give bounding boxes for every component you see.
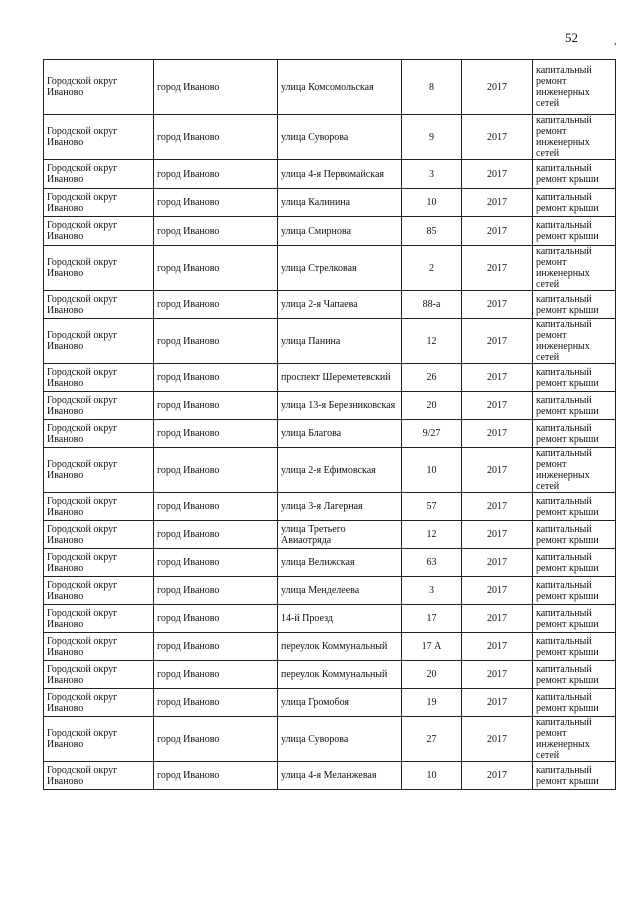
house-number-cell: 17 А — [402, 633, 462, 661]
street-cell: улица Стрелковая — [278, 246, 402, 291]
table-row — [44, 291, 616, 319]
house-number-cell: 20 — [402, 392, 462, 420]
city-cell: город Иваново — [154, 189, 278, 217]
page-number: 52 — [565, 30, 578, 45]
district-cell: Городской округ Иваново — [44, 420, 154, 448]
district-cell: Городской округ Иваново — [44, 661, 154, 689]
district-cell: Городской округ Иваново — [44, 633, 154, 661]
table-row — [44, 661, 616, 689]
city-cell: город Иваново — [154, 717, 278, 762]
street-cell: переулок Коммунальный — [278, 633, 402, 661]
city-cell: город Иваново — [154, 291, 278, 319]
house-number-cell: 57 — [402, 493, 462, 521]
table-row — [44, 549, 616, 577]
year-cell: 2017 — [462, 115, 533, 160]
street-cell: улица 3-я Лагерная — [278, 493, 402, 521]
district-cell: Городской округ Иваново — [44, 493, 154, 521]
district-cell: Городской округ Иваново — [44, 605, 154, 633]
work-type-cell: капитальный ремонт крыши — [533, 633, 616, 661]
district-cell: Городской округ Иваново — [44, 160, 154, 189]
house-number-cell: 8 — [402, 60, 462, 115]
district-cell: Городской округ Иваново — [44, 717, 154, 762]
street-cell: улица 2-я Ефимовская — [278, 448, 402, 493]
district-cell: Городской округ Иваново — [44, 189, 154, 217]
work-type-cell: капитальный ремонт крыши — [533, 762, 616, 790]
street-cell: проспект Шереметевский — [278, 364, 402, 392]
district-cell: Городской округ Иваново — [44, 577, 154, 605]
table-row — [44, 521, 616, 549]
city-cell: город Иваново — [154, 521, 278, 549]
year-cell: 2017 — [462, 291, 533, 319]
work-type-cell: капитальный ремонт инженерных сетей — [533, 448, 616, 493]
street-cell: улица 2-я Чапаева — [278, 291, 402, 319]
table-row — [44, 633, 616, 661]
work-type-cell: капитальный ремонт инженерных сетей — [533, 319, 616, 364]
year-cell: 2017 — [462, 577, 533, 605]
house-number-cell: 17 — [402, 605, 462, 633]
district-cell: Городской округ Иваново — [44, 246, 154, 291]
house-number-cell: 2 — [402, 246, 462, 291]
table-row — [44, 189, 616, 217]
table-body — [44, 60, 616, 790]
work-type-cell: капитальный ремонт крыши — [533, 577, 616, 605]
year-cell: 2017 — [462, 521, 533, 549]
house-number-cell: 10 — [402, 448, 462, 493]
city-cell: город Иваново — [154, 689, 278, 717]
work-type-cell: капитальный ремонт крыши — [533, 549, 616, 577]
table-row — [44, 717, 616, 762]
house-number-cell: 20 — [402, 661, 462, 689]
district-cell: Городской округ Иваново — [44, 762, 154, 790]
year-cell: 2017 — [462, 549, 533, 577]
table-row — [44, 60, 616, 115]
work-type-cell: капитальный ремонт крыши — [533, 189, 616, 217]
table-row — [44, 420, 616, 448]
year-cell: 2017 — [462, 689, 533, 717]
house-number-cell: 26 — [402, 364, 462, 392]
year-cell: 2017 — [462, 762, 533, 790]
house-number-cell: 10 — [402, 189, 462, 217]
city-cell: город Иваново — [154, 605, 278, 633]
house-number-cell: 12 — [402, 319, 462, 364]
district-cell: Городской округ Иваново — [44, 291, 154, 319]
year-cell: 2017 — [462, 493, 533, 521]
year-cell: 2017 — [462, 605, 533, 633]
work-type-cell: капитальный ремонт крыши — [533, 689, 616, 717]
street-cell: улица Третьего Авиаотряда — [278, 521, 402, 549]
work-type-cell: капитальный ремонт инженерных сетей — [533, 115, 616, 160]
city-cell: город Иваново — [154, 364, 278, 392]
year-cell: 2017 — [462, 448, 533, 493]
street-cell: улица Суворова — [278, 115, 402, 160]
city-cell: город Иваново — [154, 549, 278, 577]
work-type-cell: капитальный ремонт крыши — [533, 661, 616, 689]
work-type-cell: капитальный ремонт крыши — [533, 521, 616, 549]
street-cell: улица 4-я Первомайская — [278, 160, 402, 189]
street-cell: улица Панина — [278, 319, 402, 364]
city-cell: город Иваново — [154, 60, 278, 115]
district-cell: Городской округ Иваново — [44, 217, 154, 246]
work-type-cell: капитальный ремонт крыши — [533, 392, 616, 420]
street-cell: улица 13-я Березниковская — [278, 392, 402, 420]
house-number-cell: 9/27 — [402, 420, 462, 448]
table-row — [44, 605, 616, 633]
district-cell: Городской округ Иваново — [44, 448, 154, 493]
page-mark: , — [614, 36, 617, 47]
house-number-cell: 63 — [402, 549, 462, 577]
work-type-cell: капитальный ремонт инженерных сетей — [533, 246, 616, 291]
district-cell: Городской округ Иваново — [44, 549, 154, 577]
table-row — [44, 762, 616, 790]
table-row — [44, 115, 616, 160]
table-row — [44, 364, 616, 392]
table-row — [44, 689, 616, 717]
city-cell: город Иваново — [154, 633, 278, 661]
table-row — [44, 160, 616, 189]
year-cell: 2017 — [462, 160, 533, 189]
street-cell: улица 4-я Меланжевая — [278, 762, 402, 790]
district-cell: Городской округ Иваново — [44, 521, 154, 549]
year-cell: 2017 — [462, 633, 533, 661]
city-cell: город Иваново — [154, 420, 278, 448]
street-cell: улица Калинина — [278, 189, 402, 217]
city-cell: город Иваново — [154, 319, 278, 364]
year-cell: 2017 — [462, 60, 533, 115]
work-type-cell: капитальный ремонт крыши — [533, 160, 616, 189]
house-number-cell: 3 — [402, 160, 462, 189]
year-cell: 2017 — [462, 717, 533, 762]
city-cell: город Иваново — [154, 577, 278, 605]
street-cell: улица Благова — [278, 420, 402, 448]
street-cell: переулок Коммунальный — [278, 661, 402, 689]
city-cell: город Иваново — [154, 115, 278, 160]
district-cell: Городской округ Иваново — [44, 364, 154, 392]
table-row — [44, 319, 616, 364]
work-type-cell: капитальный ремонт крыши — [533, 291, 616, 319]
district-cell: Городской округ Иваново — [44, 392, 154, 420]
year-cell: 2017 — [462, 217, 533, 246]
year-cell: 2017 — [462, 364, 533, 392]
year-cell: 2017 — [462, 392, 533, 420]
city-cell: город Иваново — [154, 392, 278, 420]
district-cell: Городской округ Иваново — [44, 689, 154, 717]
city-cell: город Иваново — [154, 448, 278, 493]
work-type-cell: капитальный ремонт крыши — [533, 364, 616, 392]
street-cell: улица Менделеева — [278, 577, 402, 605]
year-cell: 2017 — [462, 661, 533, 689]
house-number-cell: 9 — [402, 115, 462, 160]
city-cell: город Иваново — [154, 217, 278, 246]
work-type-cell: капитальный ремонт инженерных сетей — [533, 60, 616, 115]
table-row — [44, 217, 616, 246]
city-cell: город Иваново — [154, 160, 278, 189]
table-row — [44, 392, 616, 420]
house-number-cell: 85 — [402, 217, 462, 246]
work-type-cell: капитальный ремонт инженерных сетей — [533, 717, 616, 762]
work-type-cell: капитальный ремонт крыши — [533, 217, 616, 246]
work-type-cell: капитальный ремонт крыши — [533, 420, 616, 448]
street-cell: улица Комсомольская — [278, 60, 402, 115]
house-number-cell: 19 — [402, 689, 462, 717]
work-type-cell: капитальный ремонт крыши — [533, 605, 616, 633]
street-cell: улица Велижская — [278, 549, 402, 577]
table-row — [44, 246, 616, 291]
table-row — [44, 577, 616, 605]
table-row — [44, 493, 616, 521]
district-cell: Городской округ Иваново — [44, 319, 154, 364]
city-cell: город Иваново — [154, 246, 278, 291]
house-number-cell: 10 — [402, 762, 462, 790]
repair-registry-table — [43, 59, 616, 790]
year-cell: 2017 — [462, 189, 533, 217]
street-cell: 14-й Проезд — [278, 605, 402, 633]
house-number-cell: 3 — [402, 577, 462, 605]
street-cell: улица Суворова — [278, 717, 402, 762]
work-type-cell: капитальный ремонт крыши — [533, 493, 616, 521]
city-cell: город Иваново — [154, 493, 278, 521]
house-number-cell: 12 — [402, 521, 462, 549]
house-number-cell: 88-а — [402, 291, 462, 319]
city-cell: город Иваново — [154, 661, 278, 689]
district-cell: Городской округ Иваново — [44, 115, 154, 160]
year-cell: 2017 — [462, 319, 533, 364]
house-number-cell: 27 — [402, 717, 462, 762]
city-cell: город Иваново — [154, 762, 278, 790]
district-cell: Городской округ Иваново — [44, 60, 154, 115]
year-cell: 2017 — [462, 246, 533, 291]
table-row — [44, 448, 616, 493]
street-cell: улица Смирнова — [278, 217, 402, 246]
street-cell: улица Громобоя — [278, 689, 402, 717]
year-cell: 2017 — [462, 420, 533, 448]
